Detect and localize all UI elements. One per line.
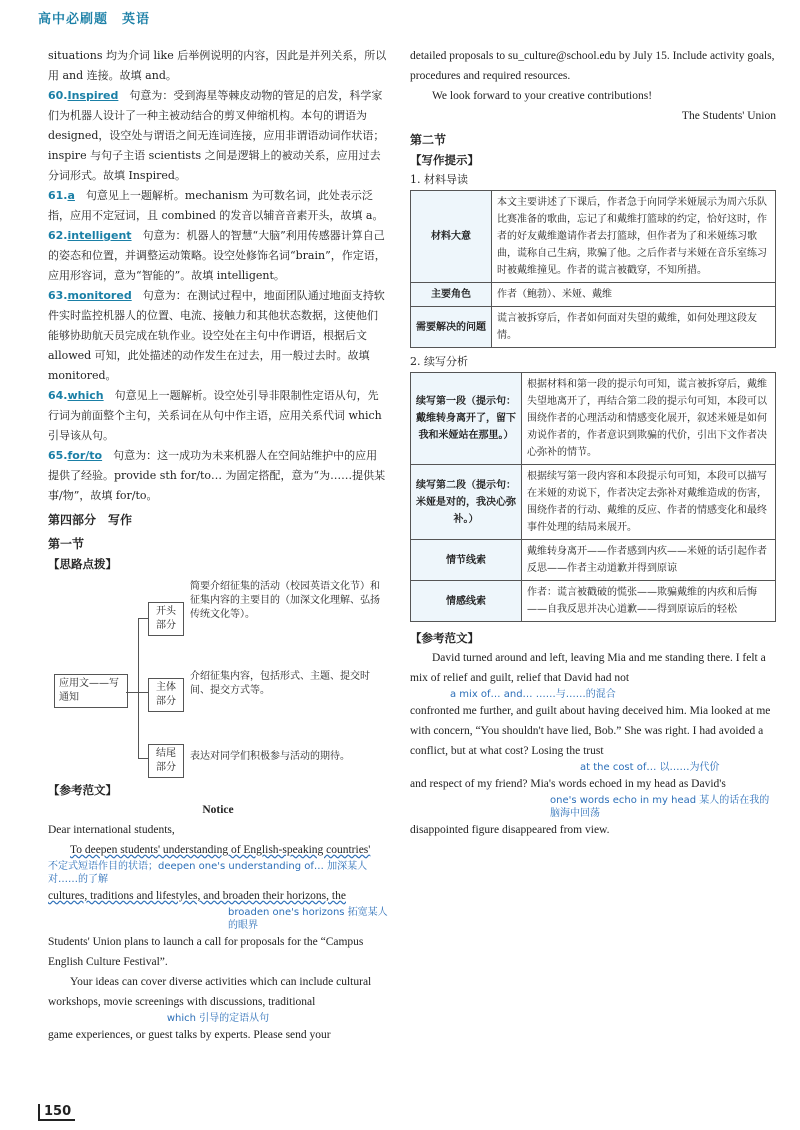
answer-item-62: 62.intelligent 句意为：机器人的智慧“大脑”利用传感器计算自己的姿态和位置，并调整运动策略。设空处修饰名词“brain”，作定语，应用形容词，意为“智能的”。故填 intelligent。	[48, 229, 386, 282]
table-row: 情感线索 作者：谎言被戳破的慌张——欺骗戴维的内疚和后悔——自我反思并决心道歉——得到原谅后的轻松	[411, 581, 776, 622]
answer-item-60: 60.Inspired 句意为：受到海星等棘皮动物的管足的启发，科学家们为机器人设计了一种主被动结合的剪叉伸缩机构。本句的谓语为 designed，设空处与谓语之间无连词连接，应用非谓语动词作状语；inspire 与句子主语 scientists 之间是逻辑上的被动关系，应用过去分词形式。故填 Inspired。	[48, 89, 385, 182]
table-row: 需要解决的问题 谎言被拆穿后，作者如何面对失望的戴维，如何处理这段友情。	[411, 307, 776, 348]
section-heading: 第一节	[48, 537, 85, 551]
mindmap	[48, 574, 388, 774]
tips-label: 【写作提示】	[410, 153, 479, 167]
mindmap-branch-opening: 开头部分	[148, 602, 184, 636]
right-column	[410, 46, 776, 840]
annotation-note: a mix of… and… ……与……的混合	[450, 689, 616, 700]
table-row: 情节线索 戴维转身离开——作者感到内疚——米娅的话引起作者反思——作者主动道歉并得到原谅	[411, 540, 776, 581]
annotation-note: at the cost of… 以……为代价	[580, 762, 720, 773]
page-number: 150	[38, 1104, 75, 1121]
salutation: Dear international students,	[48, 824, 175, 836]
mindmap-branch-ending: 结尾部分	[148, 744, 184, 778]
table-row: 主要角色 作者（鲍勃）、米娅、戴维	[411, 283, 776, 307]
answer-item-64: 64.which 句意见上一题解析。设空处引导非限制性定语从句，先行词为前面整个主句，关系词在从句中作主语，应用关系代词 which 引导该从句。	[48, 389, 382, 442]
left-column	[48, 46, 388, 1045]
essay-line: David turned around and left, leaving Mia and me standing there. I felt a mix of relief and guilt, relief that David had not	[410, 652, 766, 684]
essay-line: game experiences, or guest talks by experts. Please send your	[48, 1029, 331, 1041]
analysis-label: 2. 续写分析	[410, 355, 468, 368]
essay-line: To deepen students' understanding of English-speaking countries'	[70, 844, 371, 856]
mindmap-desc-ending: 表达对同学们积极参与活动的期待。	[190, 751, 350, 762]
material-guide-label: 1. 材料导读	[410, 173, 468, 186]
notice-title: Notice	[202, 804, 234, 816]
annotation-note: which 引导的定语从句	[166, 1013, 270, 1024]
idea-label: 【思路点拨】	[48, 557, 117, 571]
essay-line: and respect of my friend? Mia's words echoed in my head as David's	[410, 778, 726, 790]
essay-signature: The Students' Union	[681, 110, 776, 122]
essay-line: cultures, traditions and lifestyles, and broaden their horizons, the	[48, 890, 346, 902]
section-heading: 第二节	[410, 133, 447, 147]
table-row: 续写第二段（提示句：米娅是对的，我决心弥补。） 根据续写第一段内容和本段提示句可知，本段可以描写在米娅的劝说下，作者决定去弥补对戴维造成的伤害，围绕作者的行动、戴维的反应、作者的情感变化和最终事件处理的结局来展开。	[411, 465, 776, 540]
subject-label: 英语	[122, 12, 151, 27]
book-title: 高中必刷题	[38, 12, 109, 27]
mindmap-root: 应用文——写通知	[54, 674, 128, 708]
mindmap-desc-body: 介绍征集内容，包括形式、主题、提交时间、提交方式等。	[190, 671, 370, 696]
mindmap-branch-body: 主体部分	[148, 678, 184, 712]
intro-text: situations 均为介词 like 后举例说明的内容，因此是并列关系，所以用 and 连接。故填 and。	[48, 49, 387, 82]
analysis-table	[410, 372, 776, 622]
annotation-note: one's words echo in my head 某人的话在我的脑海中回荡	[550, 795, 770, 819]
essay-line: Students' Union plans to launch a call for proposals for the “Campus English Culture Festival”.	[48, 936, 364, 968]
answer-item-61: 61.a 句意见上一题解析。mechanism 为可数名词，此处表示泛指，应用不定冠词，且 combined 的发音以辅音音素开头，故填 a。	[48, 189, 384, 222]
sample-label: 【参考范文】	[48, 783, 117, 797]
material-table	[410, 190, 776, 348]
sample-label: 【参考范文】	[410, 631, 479, 645]
mindmap-desc-opening: 简要介绍征集的活动（校园英语文化节）和征集内容的主要目的（加深文化理解、弘扬传统文化等）。	[190, 581, 380, 620]
essay-line: disappointed figure disappeared from view.	[410, 824, 610, 836]
answer-item-63: 63.monitored 句意为：在测试过程中，地面团队通过地面支持软件实时监控机器人的位置、电流、接触力和其他状态数据，这使他们能够协助航天员完成在轨作业。设空处在主句中作谓语，根据后文 allowed 可知，此处描述的动作发生在过去，用一般过去时。故填 monitored。	[48, 289, 385, 382]
essay-line: Your ideas can cover diverse activities which can include cultural workshops, movie screenings with discussions, traditional	[48, 976, 372, 1008]
essay-line: confronted me further, and guilt about having deceived him. Mia looked at me with concern, “You shouldn't have lied, Bob.” She was right. I had avoided a conflict, but at what cost? Losing the trust	[410, 705, 771, 757]
table-row: 材料大意 本文主要讲述了下课后，作者急于向同学米娅展示为周六乐队比赛准备的歌曲，忘记了和戴维打篮球的约定，恰好这时，作者的好友戴维邀请作者去打篮球，但作者为了和米娅练习歌曲，谎称自己生病，欺骗了他。之后作者与米娅在音乐室练习时被戴维撞见。作者的谎言被戳穿，不知所措。	[411, 191, 776, 283]
part-heading: 第四部分 写作	[48, 513, 133, 527]
table-row: 续写第一段（提示句：戴维转身离开了，留下我和米娅站在那里。） 根据材料和第一段的提示句可知，谎言被拆穿后，戴维失望地离开了，再结合第二段的提示句可知，本段可以围绕作者的心理活动和情感变化展开，叙述米娅是如何劝说作者的，作者意识到欺骗的代价，引出下文作者决心弥补的情节。	[411, 373, 776, 465]
essay-line: detailed proposals to su_culture@school.edu by July 15. Include activity goals, procedures and required resources.	[410, 50, 775, 82]
running-header	[38, 8, 150, 27]
essay-closing: We look forward to your creative contributions!	[432, 90, 653, 102]
annotation-note: 不定式短语作目的状语；deepen one's understanding of… 加深某人对……的了解	[48, 861, 368, 885]
annotation-note: broaden one's horizons 拓宽某人的眼界	[228, 907, 388, 931]
answer-item-65: 65.for/to 句意为：这一成功为未来机器人在空间站维护中的应用提供了经验。provide sth for/to… 为固定搭配，意为“为……提供某事/物”，故填 for/to。	[48, 449, 386, 502]
